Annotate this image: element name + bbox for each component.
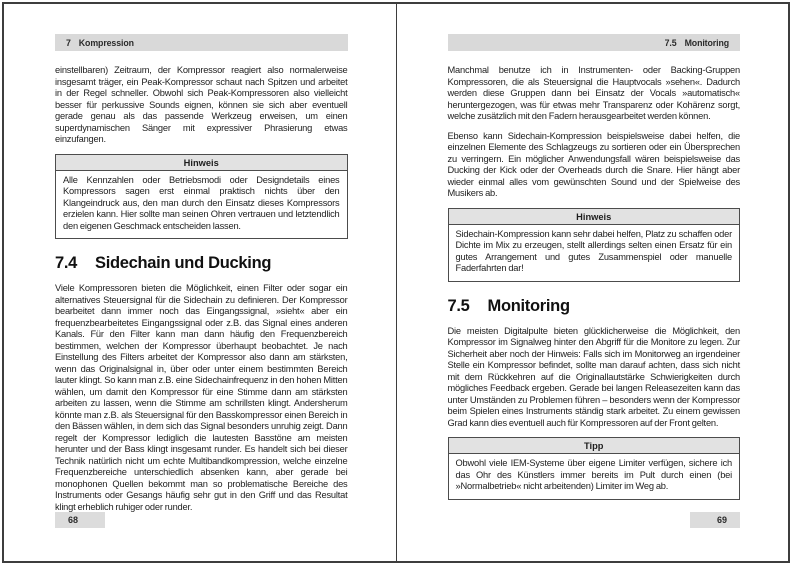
note-box-body: Sidechain-Kompression kann sehr dabei helfen, Platz zu schaffen oder Dichte im Mix zu erzeugen, stellt allerdings selten einen Ersatz für ein gutes Arrangement und gutes Zusammenspiel oder manuelle Faderfahrten dar! [455, 228, 732, 273]
tip-box-body: Obwohl viele IEM-Systeme über eigene Limiter verfügen, sichere ich das Ohr des Künstlers immer bereits im Pult durch einen (bei »Normalbetrieb« nicht arbeitenden) Limiter im Weg ab. [455, 458, 732, 491]
note-box-body: Alle Kennzahlen oder Betriebsmodi oder Designdetails eines Kompressors sagen erst einmal praktisch nichts über den Klangeindruck aus, den man durch den Einsatz dieses Kompressors erzielen kann. Hier sollte man seinen Ohren vertrauen und letztendlich den eigenen Geschmack entscheiden lassen. [63, 174, 340, 231]
note-box-hinweis-left [55, 154, 348, 240]
section-paragraph: Die meisten Digitalpulte bieten glücklicherweise die Möglichkeit, den Kompressor im Signalweg hinter den Abgriff für die Monitore zu legen. Zur Sicherheit aber noch der Hinweis: Falls sich im Monitorweg an irgendeiner Stelle ein Kompressor befindet, sollte man darauf achten, dass sich nicht mit dem Rückkehren auf die Originallautstärke Schwierigkeiten durch mögliches Feedback ergeben. Gerade bei langen Releasezeiten kann das unter Umständen zu Problemen führen – besonders wenn der Kompressor beim Spielen eines Instruments ständig stark arbeitet. Zu einem gewissen Grad kann dies eventuell auch für Kompressoren auf der Front gelten. [447, 325, 740, 428]
running-head-left [55, 34, 348, 51]
section-paragraph: Viele Kompressoren bieten die Möglichkeit, einen Filter oder sogar ein alternatives Steuersignal für die Sidechain zu definieren. Der Kompressor bearbeitet dann immer noch das Eingangssignal, »sieht« aber ein frequenzbearbeitetes Eingangssignal oder z.B. das Signal eines anderen Kanals. Für den Filter kann man dann häufig den Frequenzbereich bestimmen, welchen der Kompressor überhaupt beobachtet. Je nach Einstellung des Filters arbeitet der Kompressor also dann am stärksten, wenn das Originalsignal in, über oder unter einem bestimmten Bereich lauter klingt. So kann man z.B. eine Sidechainfrequenz in den hohen Mitten wählen, um damit den Kompressor für eine Stimme dann am stärksten arbeiten zu lassen, wenn die Stimme am schrillsten klingt. Andersherum könnte man z.B. als Steuersignal für den Basskompressor einen Bereich in den Bässen wählen, in dem sich das Signal besonders unruhig zeigt. Dann regelt der Kompressor lediglich die lautesten Basstöne am meisten herunter und der Bass klingt insgesamt runder. Es handelt sich bei dieser Technik natürlich nicht um echte Multibandkompression, welche einzelne Frequenzbereiche unterschiedlich absenken kann, aber gerade bei monophonen Quellen bekommt man so problematische Bereiche des Instruments oder Gesangs häufig sehr gut in den Griff und das Resultat klingt erheblich ruhiger oder runder. [55, 283, 348, 512]
page-number-right: 69 [690, 512, 740, 528]
page-right [397, 4, 789, 561]
page-left [4, 4, 397, 561]
section-number: 7.5 [447, 296, 470, 315]
tip-box-title: Tipp [449, 438, 740, 454]
note-box-hinweis-right [448, 208, 741, 282]
paragraph: Ebenso kann Sidechain-Kompression beispielsweise dabei helfen, die einzelnen Elemente des Schlagzeugs zu sortieren oder ein Übersprechen zu verringern. Ein möglicher Anwendungsfall wären beispielsweise das Ducking der Kick oder der Overheads durch die Snare. Hier hängt aber wieder einmal alles vom gewünschten Sound und der Spielweise des Musikers ab. [447, 130, 740, 198]
running-head-right [448, 34, 741, 51]
section-title: Sidechain und Ducking [95, 254, 272, 272]
tip-box [448, 437, 741, 500]
section-heading-monitoring [448, 297, 741, 316]
paragraph: Manchmal benutze ich in Instrumenten- oder Backing-Gruppen Kompressoren, die als Steuersignal die Hauptvocals »sehen«. Dadurch werden diese Gruppen dann bei Einsatz der Vocals »automatisch« heruntergezogen, was für etwas mehr Transparenz oder Kohärenz sorgt, welche zusätzlich mit den Fadern herausgearbeitet werden können. [447, 65, 740, 121]
intro-paragraph: einstellbaren) Zeitraum, der Kompressor reagiert also normalerweise insgesamt träger, ein Peak-Kompressor schaut nach Spitzen und arbeitet in der Regel schneller. Obwohl sich Peak-Kompressoren also vielleicht besser für perkussive Sounds eignen, können sie sich aber eventuell gerade genau als das passende Werkzeug erweisen, um einen superdynamischen Sänger mit expressiver Phrasierung etwas einzufangen. [55, 65, 348, 144]
running-head-chapter-number: 7 [66, 37, 71, 48]
running-head-chapter-title: Kompression [78, 37, 134, 48]
running-head-section-title: Monitoring [684, 37, 729, 48]
note-box-title: Hinweis [56, 155, 347, 171]
page-number-left: 68 [55, 512, 105, 528]
book-spread [2, 2, 790, 563]
running-head-section-number: 7.5 [664, 37, 677, 48]
section-heading-sidechain [55, 254, 348, 273]
section-number: 7.4 [55, 254, 78, 272]
section-title: Monitoring [487, 296, 570, 315]
note-box-title: Hinweis [449, 209, 740, 225]
